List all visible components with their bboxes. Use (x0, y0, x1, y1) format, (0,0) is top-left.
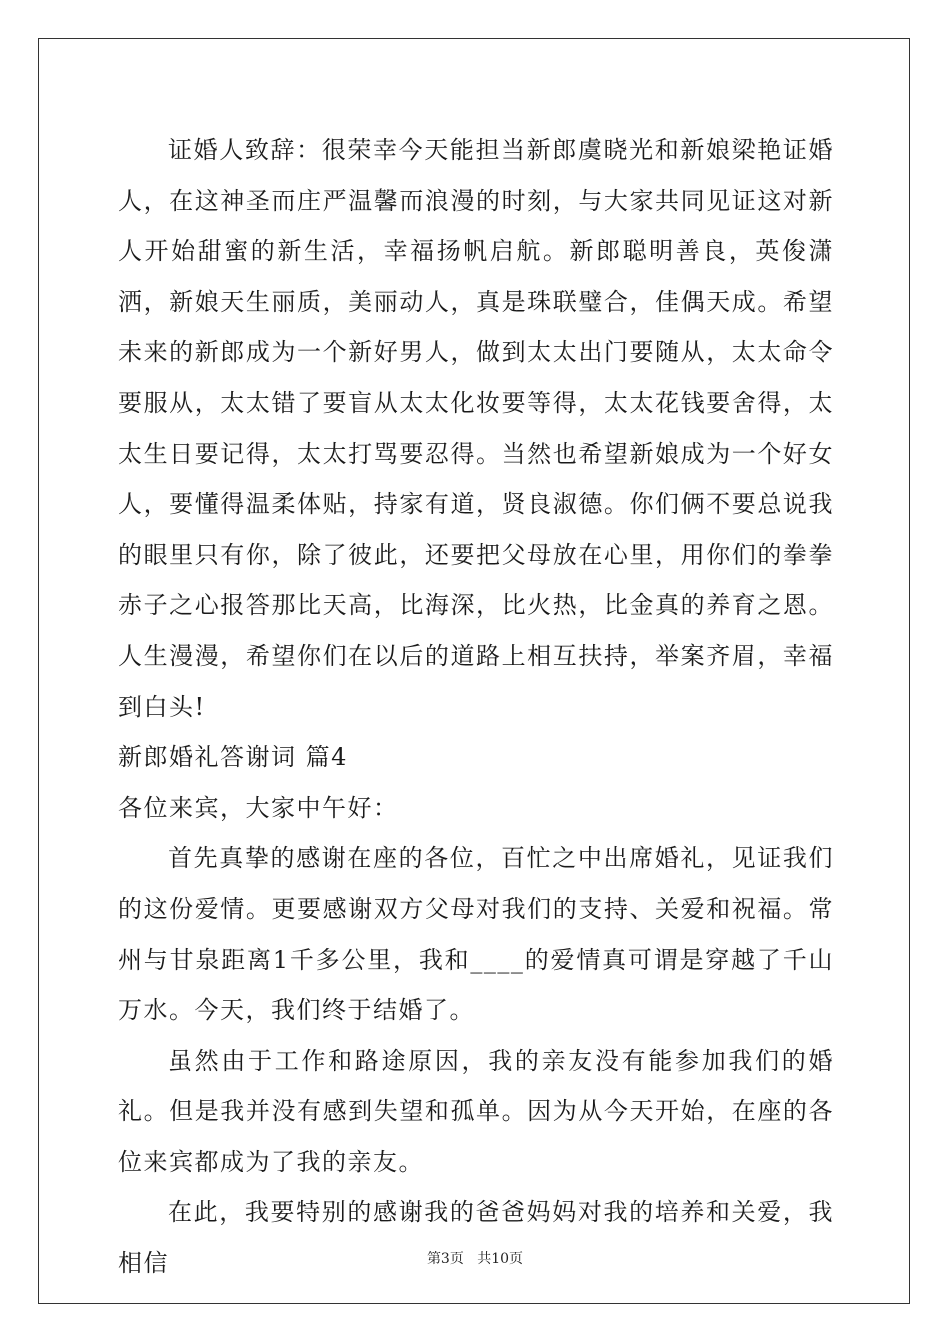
section-title: 新郎婚礼答谢词 篇4 (118, 743, 348, 772)
paragraph-thanks: 首先真挚的感谢在座的各位，百忙之中出席婚礼，见证我们的这份爱情。更要感谢双方父母对我们的支持、关爱和祝福。常州与甘泉距离1千多公里，我和____的爱情真可谓是穿越了千山万水。今天，我们终于结婚了。 (118, 844, 834, 1025)
document-body (118, 125, 834, 1289)
greeting: 各位来宾，大家中午好： (118, 793, 399, 822)
paragraph-parents: 在此，我要特别的感谢我的爸爸妈妈对我的培养和关爱，我相信 (118, 1198, 834, 1278)
page-total: 共10页 (477, 1251, 524, 1267)
paragraph-relatives: 虽然由于工作和路途原因，我的亲友没有能参加我们的婚礼。但是我并没有感到失望和孤单。因为从今天开始，在座的各位来宾都成为了我的亲友。 (118, 1046, 834, 1176)
page-footer (0, 1248, 950, 1268)
paragraph-witness-speech: 证婚人致辞：很荣幸今天能担当新郎虞晓光和新娘梁艳证婚人，在这神圣而庄严温馨而浪漫的时刻，与大家共同见证这对新人开始甜蜜的新生活，幸福扬帆启航。新郎聪明善良，英俊潇洒，新娘天生丽质，美丽动人，真是珠联璧合，佳偶天成。希望未来的新郎成为一个新好男人，做到太太出门要随从，太太命令要服从，太太错了要盲从太太化妆要等得，太太花钱要舍得，太太生日要记得，太太打骂要忍得。当然也希望新娘成为一个好女人，要懂得温柔体贴，持家有道，贤良淑德。你们俩不要总说我的眼里只有你，除了彼此，还要把父母放在心里，用你们的拳拳赤子之心报答那比天高，比海深，比火热，比金真的养育之恩。人生漫漫，希望你们在以后的道路上相互扶持，举案齐眉，幸福到白头! (118, 136, 834, 721)
page-number: 第3页 (426, 1251, 464, 1267)
